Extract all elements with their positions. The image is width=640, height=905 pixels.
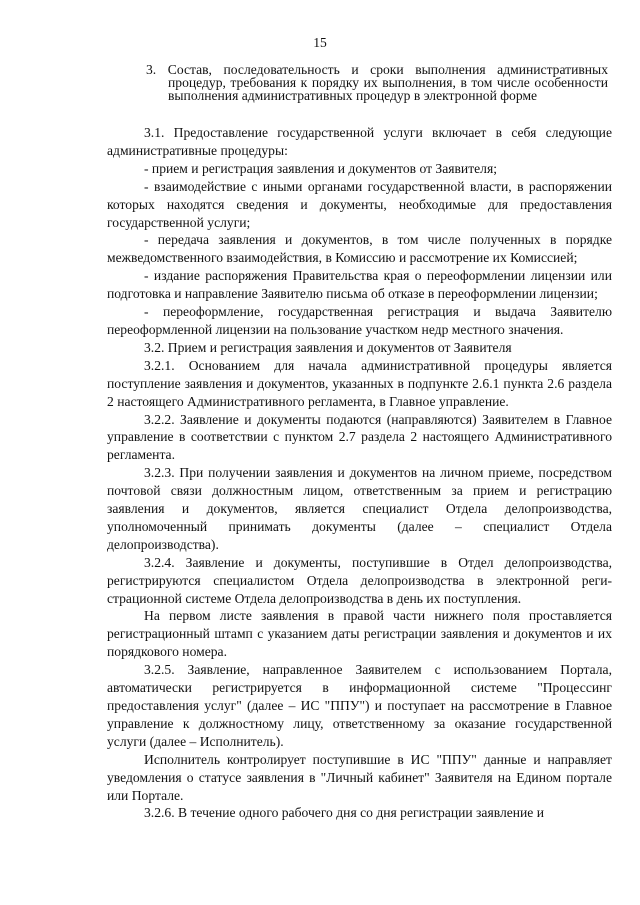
list-item-reissue: - переоформление, государственная регистрация и выдача Заявителю переоформленной лицензии на пользование участком недр местного значения. bbox=[107, 304, 612, 337]
paragraph-stamp: На первом листе заявления в правой части нижнего поля проставляется регистрационный штамп с указанием даты регистрации заявления и документов и их порядкового номера. bbox=[107, 608, 612, 660]
paragraph-3-2-5: 3.2.5. Заявление, направленное Заявителем с использованием Портала, автоматически регистрируется в информационной системе "Процессинг предоставления услуг" (далее – ИС "ППУ") и поступает на рассмотрение в Главное управление к должностному лицу, ответственному за оказание государственной услуги (далее – Исполнитель). bbox=[107, 662, 612, 749]
paragraph-3-2-2: 3.2.2. Заявление и документы подаются (направляются) Заявителем в Главное управление в соответствии с пунктом 2.7 раздела 2 настоящего Административного регламента. bbox=[107, 411, 612, 463]
paragraph-3-1: 3.1. Предоставление государственной услуги включает в себя следующие административные процедуры: bbox=[107, 125, 612, 158]
paragraph-3-2: 3.2. Прием и регистрация заявления и документов от Заявителя bbox=[144, 339, 512, 355]
list-item-order: - издание распоряжения Правительства края о переоформлении лицензии или подготовка и направление Заявителю письма об отказе в переоформлении лицензии; bbox=[107, 268, 612, 302]
document-body bbox=[107, 124, 612, 822]
list-item-reception: - прием и регистрация заявления и документов от Заявителя; bbox=[144, 160, 497, 176]
section-heading bbox=[146, 63, 608, 102]
section-heading-text: 3. Состав, последовательность и сроки выполнения административных процедур, требования к порядку их выполнения, в том числе особенности выполнения административных процедур в электронной форме bbox=[146, 62, 608, 103]
list-item-transfer: - передача заявления и документов, в том числе полученных в порядке межведомственного взаимодействия, в Комиссию и рассмотрение их Комиссией; bbox=[107, 232, 612, 266]
page-number: 15 bbox=[313, 35, 327, 50]
list-item-interaction: - взаимодействие с иными органами государственной власти, в распоряжении которых находятся сведения и документы, необходимые для предоставления государственной услуги; bbox=[107, 178, 612, 230]
paragraph-3-2-4: 3.2.4. Заявление и документы, поступившие в Отдел делопроизводства, регистрируются специалистом Отдела делопроизводства в электронной регистрационной системе Отдела делопроизводства в день их поступления. bbox=[107, 554, 612, 606]
paragraph-executor: Исполнитель контролирует поступившие в ИС "ППУ" данные и направляет уведомления о статусе заявления в "Личный кабинет" Заявителя на Едином портале или Портале. bbox=[107, 751, 612, 803]
paragraph-3-2-6: 3.2.6. В течение одного рабочего дня со дня регистрации заявление и bbox=[144, 805, 545, 821]
paragraph-3-2-1: 3.2.1. Основанием для начала административной процедуры является поступление заявления и документов, указанных в подпункте 2.6.1 пункта 2.6 раздела 2 настоящего Административного регламента, в Главное управление. bbox=[107, 357, 612, 409]
paragraph-3-2-3: 3.2.3. При получении заявления и документов на личном приеме, посредством почтовой связи должностным лицом, ответственным за прием и регистрацию заявления и документов, является специалист Отдела делопроизводства, уполномоченный принимать документы (далее – специалист Отдела делопроизводства). bbox=[107, 465, 612, 552]
